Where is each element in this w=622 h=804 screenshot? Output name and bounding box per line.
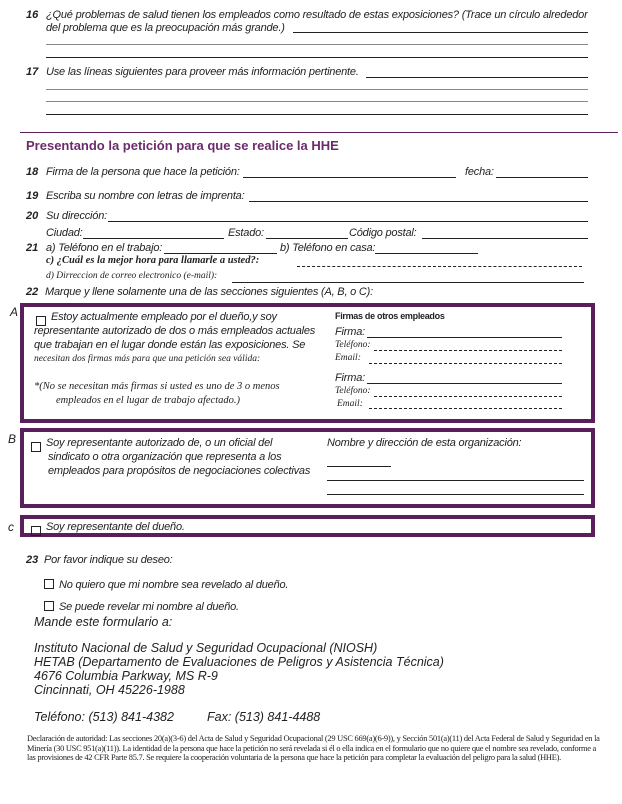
zip-label: Código postal: [349, 227, 417, 239]
section-a-note: empleados en el lugar de trabajo afectado.) [56, 395, 241, 406]
q23-text: Por favor indique su deseo: [44, 554, 173, 566]
section-b-text: Soy representante autorizado de, o un oficial del [46, 437, 273, 449]
q16-answer-line[interactable] [46, 57, 588, 58]
home-phone-field[interactable] [375, 253, 478, 254]
org-field[interactable] [327, 466, 391, 467]
section-a-text: necesitan dos firmas más para que una petición sea válida: [34, 354, 261, 364]
section-divider [20, 132, 618, 133]
telefono-field-1[interactable] [374, 350, 562, 351]
section-b-text: sindicato o otra organización que representa a los [48, 451, 282, 463]
signatures-title: Firmas de otros empleados [335, 311, 445, 321]
printed-name-field[interactable] [249, 201, 588, 202]
section-b-letter: B [8, 432, 16, 446]
telefono-label: Teléfono: [335, 340, 371, 350]
no-reveal-option[interactable] [44, 575, 288, 593]
section-a-text: Estoy actualmente empleado por el dueño,y soy [51, 311, 277, 323]
work-phone-label: a) Teléfono en el trabajo: [46, 242, 163, 254]
q17-answer-line[interactable] [46, 114, 588, 115]
phone-number: Teléfono: (513) 841-4382 [34, 710, 174, 724]
q17-answer-line[interactable] [46, 101, 588, 102]
checkbox-icon[interactable] [31, 442, 41, 452]
section-a-letter: A [10, 305, 18, 319]
q22-text: Marque y llene solamente una de las secciones siguientes (A, B, o C): [45, 286, 373, 298]
q17-number: 17 [26, 66, 39, 78]
org-field[interactable] [327, 494, 584, 495]
telefono-field-2[interactable] [374, 396, 562, 397]
firma-label: Firma: [335, 326, 365, 338]
address-field[interactable] [108, 221, 588, 222]
section-b-checkbox[interactable] [31, 438, 46, 456]
city-field[interactable] [83, 238, 224, 239]
section-c-letter: c [8, 520, 14, 534]
reveal-option[interactable] [44, 597, 239, 615]
signature-field[interactable] [243, 177, 456, 178]
fax-number: Fax: (513) 841-4488 [207, 710, 321, 724]
no-reveal-label: No quiero que mi nombre sea revelado al dueño. [59, 579, 289, 591]
city-label: Ciudad: [46, 227, 83, 239]
section-b-text: empleados para propósitos de negociaciones colectivas [48, 465, 311, 477]
best-time-field[interactable] [297, 266, 582, 267]
q19-label: Escriba su nombre con letras de imprenta: [46, 190, 245, 202]
email-label: Email: [337, 399, 363, 409]
q20-number: 20 [26, 210, 39, 222]
address-line: Instituto Nacional de Salud y Seguridad Ocupacional (NIOSH) [34, 641, 378, 655]
section-title: Presentando la petición para que se realice la HHE [26, 138, 339, 153]
q16-number: 16 [26, 9, 39, 21]
firma-label: Firma: [335, 372, 365, 384]
email-label: Email: [335, 353, 361, 363]
q17-answer-line[interactable] [366, 77, 588, 78]
firma-field-2[interactable] [367, 383, 562, 384]
zip-field[interactable] [422, 238, 588, 239]
q18-number: 18 [26, 166, 39, 178]
checkbox-icon[interactable] [44, 601, 54, 611]
date-field[interactable] [496, 177, 588, 178]
state-field[interactable] [266, 238, 348, 239]
q18-label: Firma de la persona que hace la petición: [46, 166, 240, 178]
email-field-1[interactable] [369, 363, 562, 364]
org-field[interactable] [327, 480, 584, 481]
state-label: Estado: [228, 227, 264, 239]
authority-declaration: Declaración de autoridad: Las secciones 20(a)(3-6) del Acta de Salud y Seguridad Ocupacional (29 USC 669(a)(6-9)), y Sección 501(a)(11) del Acta Federal de Salud y Seguridad en la Minería (30 USC 951(a)(11)). La identidad de la persona que hace la petición no será revelada si él o ella indica en el formulario que no quiere que el nombre sea revelado, conforme a las provisiones de 42 CFR Parte 85.7. Se requiere la cooperación voluntaria de la persona que hace la petición para completar la evaluación del peligro para la salud (HHE). [27, 734, 600, 762]
q23-number: 23 [26, 554, 39, 566]
checkbox-icon[interactable] [44, 579, 54, 589]
q19-number: 19 [26, 190, 39, 202]
email-field[interactable] [232, 282, 584, 283]
home-phone-label: b) Teléfono en casa: [280, 242, 376, 254]
firma-field-1[interactable] [367, 337, 562, 338]
work-phone-field[interactable] [164, 253, 277, 254]
address-line: HETAB (Departamento de Evaluaciones de Peligros y Asistencia Técnica) [34, 655, 444, 669]
reveal-label: Se puede revelar mi nombre al dueño. [59, 601, 239, 613]
email-label: d) Dirreccion de correo electronico (e-mail): [46, 271, 218, 281]
address-line: Cincinnati, OH 45226-1988 [34, 683, 185, 697]
q16-text-2: del problema que es la preocupación más grande.) [46, 22, 285, 34]
org-label: Nombre y dirección de esta organización: [327, 437, 522, 449]
email-field-2[interactable] [369, 408, 562, 409]
checkbox-icon[interactable] [31, 526, 41, 536]
date-label: fecha: [465, 166, 494, 178]
section-a-text: que trabajan en el lugar donde están las exposiciones. Se [34, 339, 306, 351]
section-c-text: Soy representante del dueño. [46, 521, 185, 533]
best-time-label: c) ¿Cuál es la mejor hora para llamarle a usted?: [46, 255, 260, 266]
mail-intro: Mande este formulario a: [34, 615, 173, 629]
section-a-note: *(No se necesitan más firmas si usted es uno de 3 o menos [34, 381, 280, 392]
q17-answer-line[interactable] [46, 89, 588, 90]
q16-text: ¿Qué problemas de salud tienen los empleados como resultado de estas exposiciones? (Trace un círculo alrededor [46, 9, 588, 21]
section-c-checkbox[interactable] [31, 522, 46, 540]
telefono-label: Teléfono: [335, 386, 371, 396]
q17-text: Use las líneas siguientes para proveer más información pertinente. [46, 66, 359, 78]
q22-number: 22 [26, 286, 39, 298]
q21-number: 21 [26, 242, 39, 254]
q16-answer-line[interactable] [293, 32, 588, 33]
q16-answer-line[interactable] [46, 44, 588, 45]
q20-label: Su dirección: [46, 210, 107, 222]
address-line: 4676 Columbia Parkway, MS R-9 [34, 669, 218, 683]
section-a-text: representante autorizado de dos o más empleados actuales [34, 325, 316, 337]
